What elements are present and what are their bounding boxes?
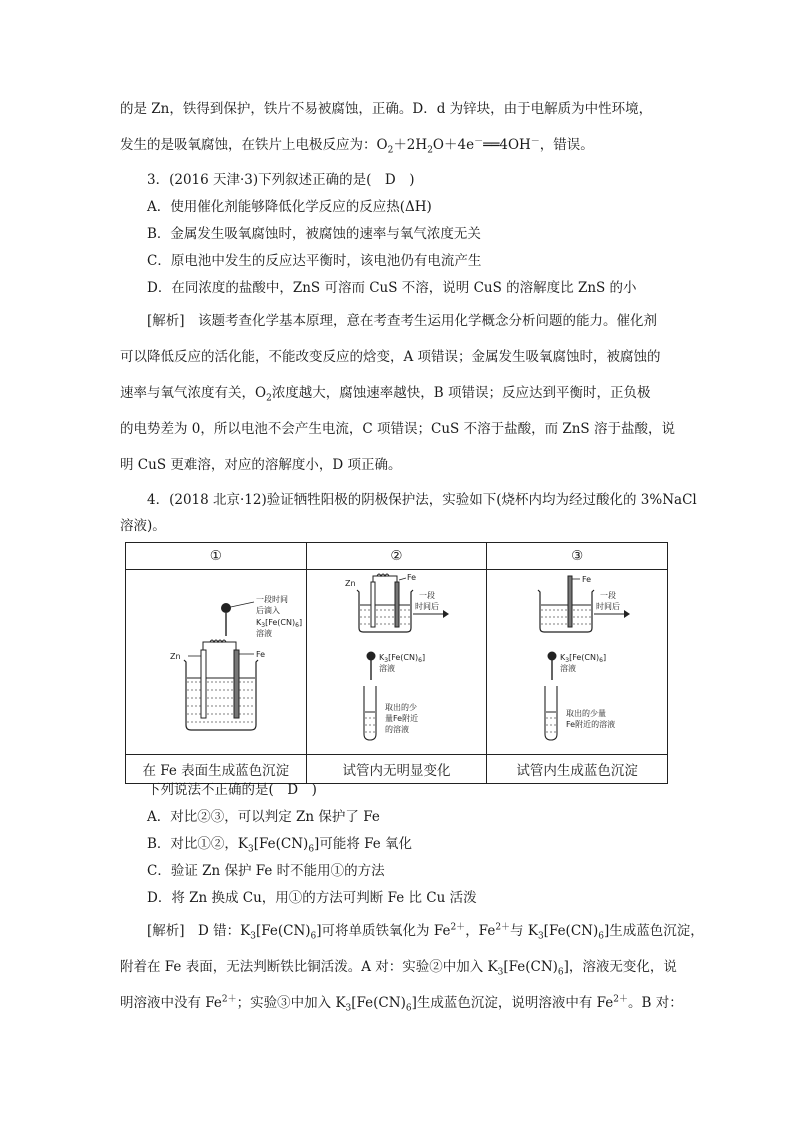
- fig1-label-reagent: $K_3[Fe(CN)_6]$: [256, 618, 303, 629]
- q3-analysis-line-1: [解析] 该题考查化学基本原理，意在考查考生运用化学概念分析问题的能力。催化剂: [147, 313, 658, 329]
- q4-ask: 下列说法不正确的是( D ): [147, 782, 317, 798]
- q4-analysis-line-1: [解析] D 错：$K_3[Fe(CN)_6]$可将单质铁氧化为 $Fe^{2+}$，$Fe^{2+}$与 $K_3[Fe(CN)_6]$生成蓝色沉淀，: [147, 922, 704, 942]
- figure-cell-2: [306, 570, 487, 755]
- fig3-label-fe: Fe: [582, 575, 592, 584]
- q4-analysis-line-3: 明溶液中没有 $Fe^{2+}$；实验③中加入 $K_3[Fe(CN)_6]$生成蓝色沉淀，说明溶液中有 $Fe^{2+}$。B 对：: [120, 994, 683, 1014]
- q4-stem-line-2: 溶液)。: [120, 518, 166, 534]
- figure-cell-3: [487, 570, 668, 755]
- q4-stem-line-1: 4．(2018 北京·12)验证牺牲阳极的阴极保护法，实验如下(烧杯内均为经过酸化的 3%NaCl: [147, 492, 697, 508]
- q3-option-b: B．金属发生吸氧腐蚀时，被腐蚀的速率与氧气浓度无关: [147, 226, 481, 242]
- fig2-label-zn: Zn: [345, 579, 357, 588]
- experiment-table: [125, 542, 668, 784]
- figure-cell-1: [126, 570, 307, 755]
- experiment-3-diagram: [492, 570, 662, 750]
- fig3-sample-2: Fe附近的溶液: [566, 720, 616, 729]
- q3-analysis-line-5: 明 CuS 更难溶，对应的溶解度小，D 项正确。: [120, 457, 402, 473]
- fig2-label-fe: Fe: [407, 573, 417, 582]
- fig3-arrow-label-1: 一段: [600, 591, 617, 600]
- experiment-2-diagram: [311, 570, 481, 750]
- table-caption-2: 试管内无明显变化: [306, 755, 487, 784]
- fig1-label-line4: 溶液: [256, 629, 272, 638]
- fig3-reagent-2: 溶液: [560, 664, 577, 673]
- fig1-label-line2: 后滴入: [256, 606, 280, 615]
- q4-analysis-line-2: 附着在 Fe 表面，无法判断铁比铜活泼。A 对：实验②中加入 $K_3[Fe(CN)_6]$，溶液无变化，说: [120, 959, 677, 978]
- fig1-label-line1: 一段时间: [256, 595, 288, 604]
- q4-option-a: A．对比②③，可以判定 Zn 保护了 Fe: [147, 809, 380, 825]
- q3-analysis-line-2: 可以降低反应的活化能，不能改变反应的焓变，A 项错误；金属发生吸氧腐蚀时，被腐蚀的: [120, 349, 661, 365]
- q4-option-b: B．对比①②，$K_3[Fe(CN)_6]$可能将 Fe 氧化: [147, 836, 413, 855]
- q3-analysis-line-3: 速率与氧气浓度有关，$O_2$浓度越大，腐蚀速率越快，B 项错误；反应达到平衡时，正负极: [120, 385, 651, 404]
- fig3-sample-1: 取出的少量: [566, 709, 607, 718]
- prev-answer-line-1: 的是 Zn，铁得到保护，铁片不易被腐蚀，正确。D．d 为锌块，由于电解质为中性环境，: [120, 101, 653, 117]
- q3-analysis-line-4: 的电势差为 0，所以电池不会产生电流，C 项错误；CuS 不溶于盐酸，而 ZnS 溶于盐酸，说: [120, 421, 675, 437]
- prev-answer-line-2: 发生的是吸氧腐蚀，在铁片上电极反应为：$O_2+2H_2O+4e^-══4OH^-$，错误。: [120, 136, 594, 156]
- q3-option-c: C．原电池中发生的反应达平衡时，该电池仍有电流产生: [147, 253, 482, 269]
- table-header-2: ②: [306, 543, 487, 570]
- fig2-sample-1: 取出的少: [385, 703, 418, 712]
- q3-option-a: A．使用催化剂能够降低化学反应的反应热(ΔH): [147, 199, 432, 215]
- fig3-reagent: $K_3[Fe(CN)_6]$: [560, 653, 607, 664]
- fig1-label-fe: Fe: [256, 650, 266, 659]
- fig2-reagent: $K_3[Fe(CN)_6]$: [379, 653, 426, 664]
- table-header-1: ①: [126, 543, 307, 570]
- q4-option-c: C．验证 Zn 保护 Fe 时不能用①的方法: [147, 863, 385, 879]
- fig3-arrow-label-2: 时间后: [596, 602, 621, 611]
- fig2-reagent-2: 溶液: [379, 664, 396, 673]
- fig2-sample-2: 量Fe附近: [385, 714, 419, 723]
- q4-option-d: D．将 Zn 换成 Cu，用①的方法可判断 Fe 比 Cu 活泼: [147, 890, 477, 906]
- table-caption-3: 试管内生成蓝色沉淀: [487, 755, 668, 784]
- q3-option-d: D．在同浓度的盐酸中，ZnS 可溶而 CuS 不溶，说明 CuS 的溶解度比 ZnS 的小: [147, 280, 637, 296]
- table-caption-1: 在 Fe 表面生成蓝色沉淀: [126, 755, 307, 784]
- fig2-arrow-label-2: 时间后: [415, 602, 440, 611]
- fig1-label-zn: Zn: [170, 652, 181, 661]
- experiment-1-diagram: [126, 570, 326, 750]
- q3-stem: 3．(2016 天津·3)下列叙述正确的是( D ): [147, 172, 415, 188]
- fig2-sample-3: 的溶液: [385, 725, 410, 734]
- table-header-3: ③: [487, 543, 668, 570]
- fig2-arrow-label-1: 一段: [419, 591, 436, 600]
